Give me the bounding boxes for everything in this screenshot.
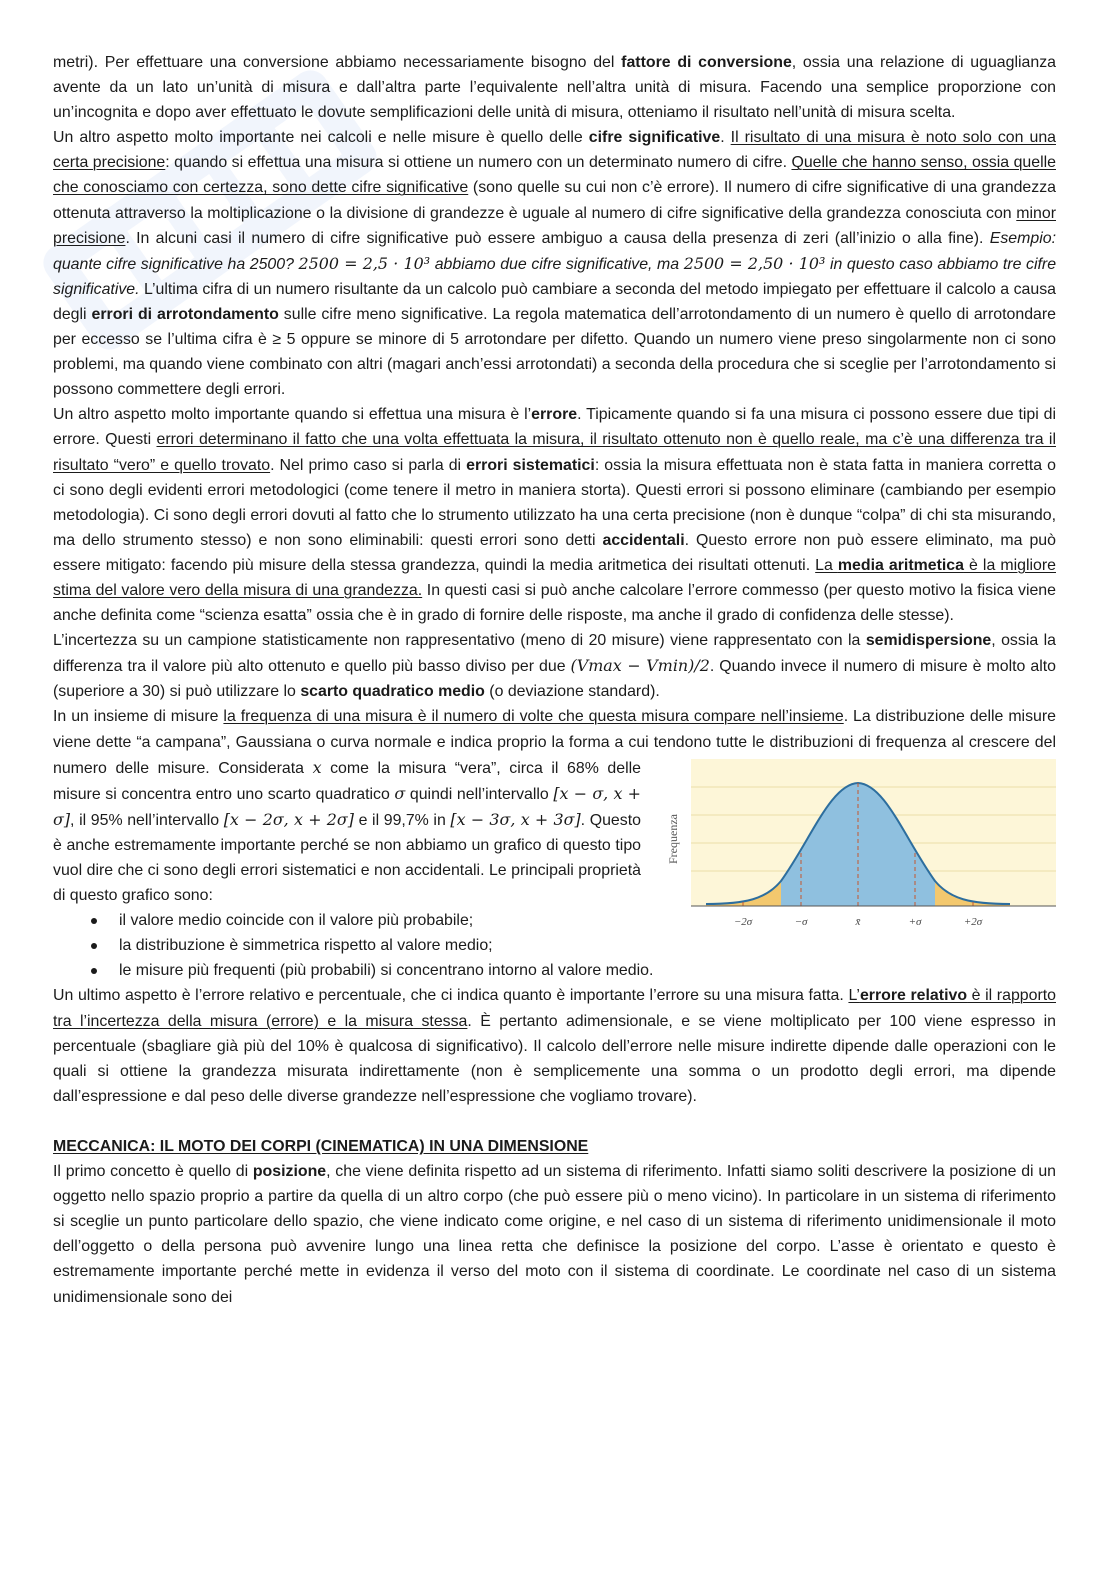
tick-minus-2-sigma: −2σ [733,915,753,928]
paragraph-significant-figures: Un altro aspetto molto importante nei calcoli e nelle misure è quello delle cifre significative. Il risultato di una misura è noto solo con una certa precisione: quando si effettua una misura si ottiene un numero con un determinato numero di cifre. Quelle che hanno senso, ossia quelle che conosciamo con certezza, sono dette cifre significative (sono quelle su cui non c’è errore). Il numero di cifre significative di una grandezza ottenuta attraverso la moltiplicazione o la divisione di grandezze è uguale al numero di cifre significative della grandezza conosciuta con minor precisione. In alcuni casi il numero di cifre significative può essere ambiguo a causa della presenza di zeri (all’inizio o alla fine). Esempio: quante cifre significative ha 2500? 2500 = 2,5 · 10³ abbiamo due cifre significative, ma 2500 = 2,50 · 10³ in questo caso abbiamo tre cifre significative. L’ultima cifra di un numero risultante da un calcolo può cambiare a seconda del metodo impiegato per effettuare il calcolo a causa degli errori di arrotondamento sulle cifre meno significative. La regola matematica dell’arrotondamento di un numero è quello di arrotondare per eccesso se l’ultima cifra è ≥ 5 oppure se minore di 5 arrotondare per difetto. Quando un numero viene preso singolarmente non ci sono problemi, ma quando viene combinato con altri (magari anch’essi arrotondati) a seconda della procedura che si sceglie per l’arrotondamento si possono commettere degli errori. [53,129,1057,399]
list-item: la distribuzione è simmetrica rispetto al valore medio; [119,933,1056,958]
tick-minus-sigma: −σ [794,915,808,928]
tick-mean: x̄ [855,915,861,928]
paragraph-position: Il primo concetto è quello di posizione, che viene definita rispetto ad un sistema di riferimento. Infatti siamo soliti descrivere la posizione di un oggetto nello spazio proprio a partire da quella di un altro corpo (che può essere più o meno vicino). In particolare in un sistema di riferimento si sceglie un punto particolare dello spazio, che viene indicato come origine, e nel caso di un sistema di riferimento unidimensionale il moto dell’oggetto o della persona può avvenire lungo una linea retta che definisce la posizione del corpo. L’asse è orientato e questo è estremamente importante perché mette in evidenza il verso del moto con il sistema di coordinate. Le coordinate nel caso di un sistema unidimensionale sono dei [53,1163,1057,1306]
paragraph-frequency: In un insieme di misure la frequenza di una misura è il numero di volte che questa misura compare nell’insieme. La distribuzione delle misure viene dette “a campana”, Gaussiana o curva normale e indica proprio la forma a cui tendono tutte le distribuzioni di frequenza al crescere del numero delle misure. Considerata Frequenza −2σ −σ x̄ +σ +2σ x come la misura “vera”, circa il 68% delle misure si concentra entro uno scarto quadratico σ quindi nell’intervallo [x − σ, x + σ], il 95% nell’intervallo [x − 2σ, x + 2σ] e il 99,7% in [x − 3σ, x + 3σ]. Questo è anche estremamente importante perché se non abbiamo un grafico di questo tipo vuol dire che ci sono degli errori sistematici e non accidentali. Le principali proprietà di questo grafico sono: [53,704,1056,908]
paragraph-conversion: metri). Per effettuare una conversione abbiamo necessariamente bisogno del fattore di conversione, ossia una relazione di uguaglianza avente da un lato un’unità di misura e dall’altra parte l’equivalente nell’altra unità di misura. Facendo una semplice proporzione con un’incognita e dopo aver effettuato le dovute semplificazioni delle unità di misura, otteniamo il risultato nell’unità di misura scelta. [53,54,1056,122]
list-item: le misure più frequenti (più probabili) si concentrano intorno al valore medio. [119,958,1056,983]
paragraph-relative-error: Un ultimo aspetto è l’errore relativo e percentuale, che ci indica quanto è importante l’errore su una misura fatta. L’errore relativo è il rapporto tra l’incertezza della misura (errore) e la misura stessa. È pertanto adimensionale, e se viene moltiplicato per 100 viene espresso in percentuale (sbagliare già più del 10% è qualcosa di significativo). Il calcolo dell’errore nelle misure indirette dipende dalle operazioni con le quali si ottiene la grandezza misurata indirettamente (non è semplicemente una somma o un prodotto degli errori, ma dipende dall’espressione e dal peso delle diverse grandezze nell’espressione che vogliamo trovare). [53,987,1056,1105]
list-item: il valore medio coincide con il valore più probabile; [119,908,1056,933]
properties-list [53,908,1056,983]
section-title: MECCANICA: IL MOTO DEI CORPI (CINEMATICA) IN UNA DIMENSIONE [53,1137,589,1155]
y-axis-label: Frequenza [666,813,680,864]
paragraph-errors: Un altro aspetto molto importante quando si effettua una misura è l’errore. Tipicamente quando si fa una misura ci possono essere due tipi di errore. Questi errori determinano il fatto che una volta effettuata la misura, il risultato ottenuto non è quello reale, ma c’è una differenza tra il risultato “vero” e quello trovato. Nel primo caso si parla di errori sistematici: ossia la misura effettuata non è stata fatta in maniera corretta o ci sono degli evidenti errori metodologici (come tenere il metro in maniera storta). Questi errori si possono eliminare (cambiando per esempio metodologia). Ci sono degli errori dovuti al fatto che lo strumento utilizzato ha una certa precisione (non è dunque “colpa” di chi sta misurando, ma dello strumento stesso) e non sono eliminabili: questi errori sono detti accidentali. Questo errore non può essere eliminato, ma può essere mitigato: facendo più misure della stessa grandezza, quindi la media aritmetica dei risultati ottenuti. La media aritmetica è la migliore stima del valore vero della misura di una grandezza. In questi casi si può anche calcolare l’errore commesso (per questo motivo la fisica viene anche definita come “scienza esatta” ossia che è in grado di fornire delle risposte, ma anche il grado di confidenza delle stesse). [53,406,1056,625]
document-page [53,50,1056,1310]
paragraph-uncertainty: L’incertezza su un campione statisticamente non rappresentativo (meno di 20 misure) viene rappresentato con la semidispersione, ossia la differenza tra il valore più alto ottenuto e quello più basso diviso per due (Vmax − Vmin)/2. Quando invece il numero di misure è molto alto (superiore a 30) si può utilizzare lo scarto quadratico medio (o deviazione standard). [53,632,1056,701]
tick-plus-sigma: +σ [908,915,922,928]
tick-plus-2-sigma: +2σ [963,915,983,928]
